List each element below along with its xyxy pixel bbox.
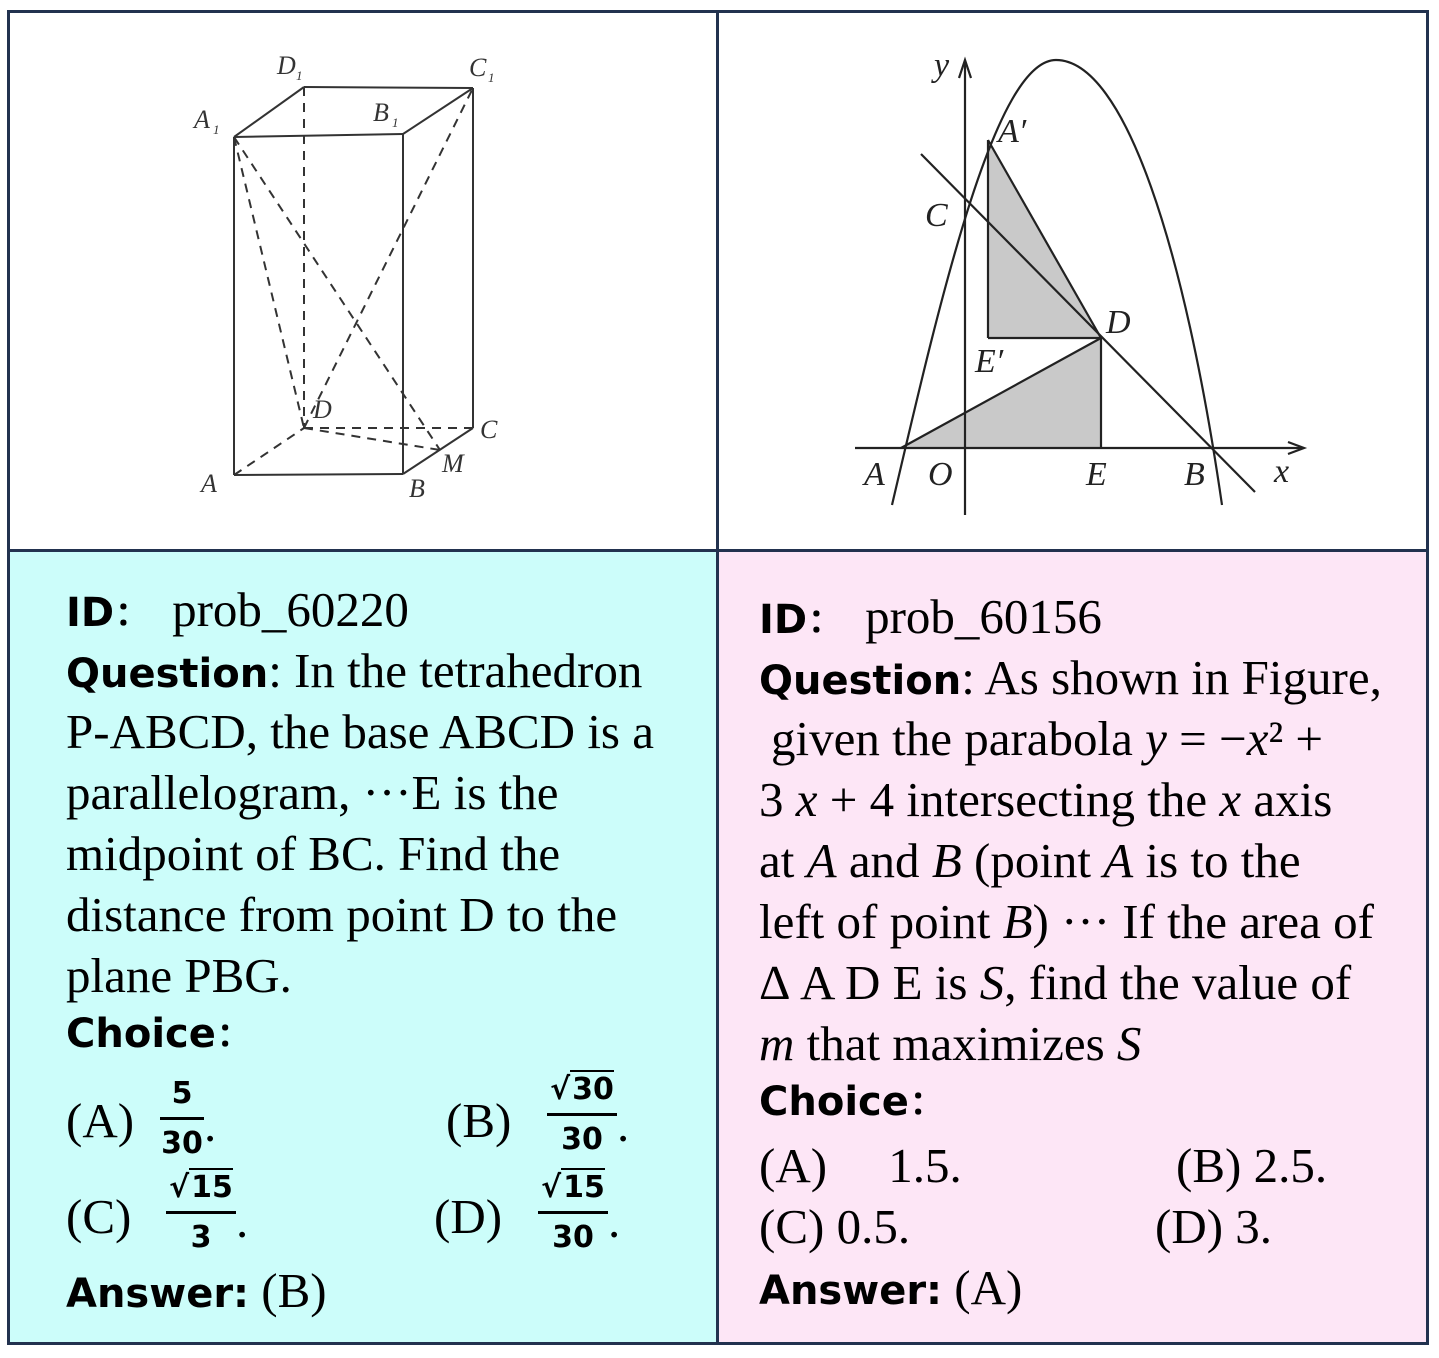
label-x: x (1274, 453, 1290, 490)
right-question-line-6: Δ A D E is S, find the value of (759, 955, 1352, 1010)
label-C1: C (469, 53, 487, 82)
left-choice-a-label: (A) (66, 1093, 135, 1148)
label-D: D (1106, 304, 1131, 341)
label-A1-sub: 1 (213, 122, 220, 137)
left-question-line-3: parallelogram, ···E is the (66, 765, 559, 820)
right-id-value: prob_60156 (865, 589, 1102, 644)
left-id-value: prob_60220 (172, 582, 409, 637)
label-C: C (480, 415, 498, 444)
edge-A1D1 (234, 87, 304, 137)
right-answer-value: (A) (942, 1260, 1023, 1315)
label-A1: A (194, 105, 210, 134)
right-answer-line (759, 1260, 1023, 1315)
right-choice-b: (B) 2.5. (1176, 1138, 1328, 1193)
right-choice-c: (C) 0.5. (759, 1199, 911, 1254)
label-A: A (864, 456, 885, 493)
label-B1-sub: 1 (392, 115, 399, 130)
right-question-line-2: given the parabola y = −x² + (771, 711, 1324, 766)
label-O: O (928, 456, 953, 493)
diag-DM (304, 428, 440, 450)
right-choice-a: (A) 1.5. (759, 1138, 962, 1193)
label-C: C (925, 197, 948, 234)
edge-D1C1 (304, 87, 473, 88)
edge-AB (234, 474, 403, 475)
label-D: D (313, 395, 332, 424)
label-D1-sub: 1 (296, 68, 303, 83)
label-y: y (934, 47, 950, 84)
left-question-line-6: plane PBG. (66, 948, 292, 1003)
left-choice-b-label: (B) (446, 1093, 512, 1148)
left-choice-d-fraction (538, 1170, 608, 1255)
label-E-prime: E′ (975, 343, 1004, 380)
left-choice-b-end: . (617, 1097, 630, 1152)
label-B: B (1184, 456, 1205, 493)
right-choice-d: (D) 3. (1155, 1199, 1273, 1254)
left-choice-c-den: 3 (190, 1220, 212, 1255)
left-choice-b-radical: √ (550, 1072, 571, 1107)
label-E: E (1086, 456, 1107, 493)
left-choice-d-radical: √ (541, 1170, 562, 1205)
right-choice-label: Choice： (759, 1079, 949, 1125)
edge-A1B1 (234, 134, 403, 137)
left-question-label: Question (66, 651, 269, 697)
label-B1: B (373, 98, 389, 127)
right-question-label: Question (759, 658, 962, 704)
label-D1: D (277, 51, 296, 80)
left-choice-b-fraction (547, 1072, 617, 1157)
left-choice-d-end: . (608, 1193, 621, 1248)
left-id-label: ID： (66, 590, 155, 636)
left-question-line-5: distance from point D to the (66, 887, 618, 942)
prism-figure (10, 13, 716, 549)
diag-A1M (234, 137, 440, 450)
left-choice-b-den: 30 (561, 1122, 603, 1157)
left-choice-c-num: 15 (191, 1170, 233, 1205)
right-question-line-7: m that maximizes S (759, 1016, 1142, 1071)
right-answer-label: Answer: (759, 1268, 943, 1314)
left-choice-c-label: (C) (66, 1189, 132, 1244)
left-choice-label: Choice： (66, 1011, 256, 1057)
left-choice-d-label: (D) (434, 1189, 503, 1244)
left-question-line-4: midpoint of BC. Find the (66, 826, 561, 881)
left-choice-a-end: . (204, 1097, 217, 1152)
diag-DC1 (304, 88, 473, 428)
left-question-line-1 (66, 643, 643, 698)
left-choice-b-num: 30 (572, 1072, 614, 1107)
label-A-prime: A′ (998, 113, 1027, 150)
left-choice-d-den: 30 (552, 1220, 594, 1255)
left-choice-c-fraction (166, 1170, 236, 1255)
left-choice-a-fraction (160, 1076, 204, 1161)
parabola-figure (719, 13, 1426, 549)
left-choice-c-radical: √ (169, 1170, 190, 1205)
left-id-line (66, 582, 409, 637)
right-question-line-4: at A and B (point A is to the (759, 833, 1301, 888)
left-answer-label: Answer: (66, 1271, 250, 1317)
edge-AD (234, 428, 304, 475)
right-question-text-1: : As shown in Figure, (961, 650, 1382, 705)
left-answer-value: (B) (249, 1263, 327, 1318)
left-answer-line (66, 1263, 327, 1318)
right-question-line-1 (759, 650, 1382, 705)
left-choice-a-num: 5 (160, 1076, 204, 1120)
right-question-line-5: left of point B) ··· If the area of (759, 894, 1374, 949)
right-id-label: ID： (759, 597, 848, 643)
left-question-line-2: P-ABCD, the base ABCD is a (66, 704, 654, 759)
left-question-text-1: : In the tetrahedron (268, 643, 643, 698)
left-choice-d-num: 15 (563, 1170, 605, 1205)
diag-A1D (234, 137, 304, 428)
label-C1-sub: 1 (488, 70, 495, 85)
left-choice-c-end: . (236, 1193, 249, 1248)
label-B: B (409, 474, 425, 503)
label-M: M (442, 449, 464, 478)
label-A: A (201, 469, 217, 498)
right-question-line-3: 3 x + 4 intersecting the x axis (759, 772, 1333, 827)
left-choice-a-den: 30 (161, 1126, 203, 1161)
right-id-line (759, 589, 1102, 644)
